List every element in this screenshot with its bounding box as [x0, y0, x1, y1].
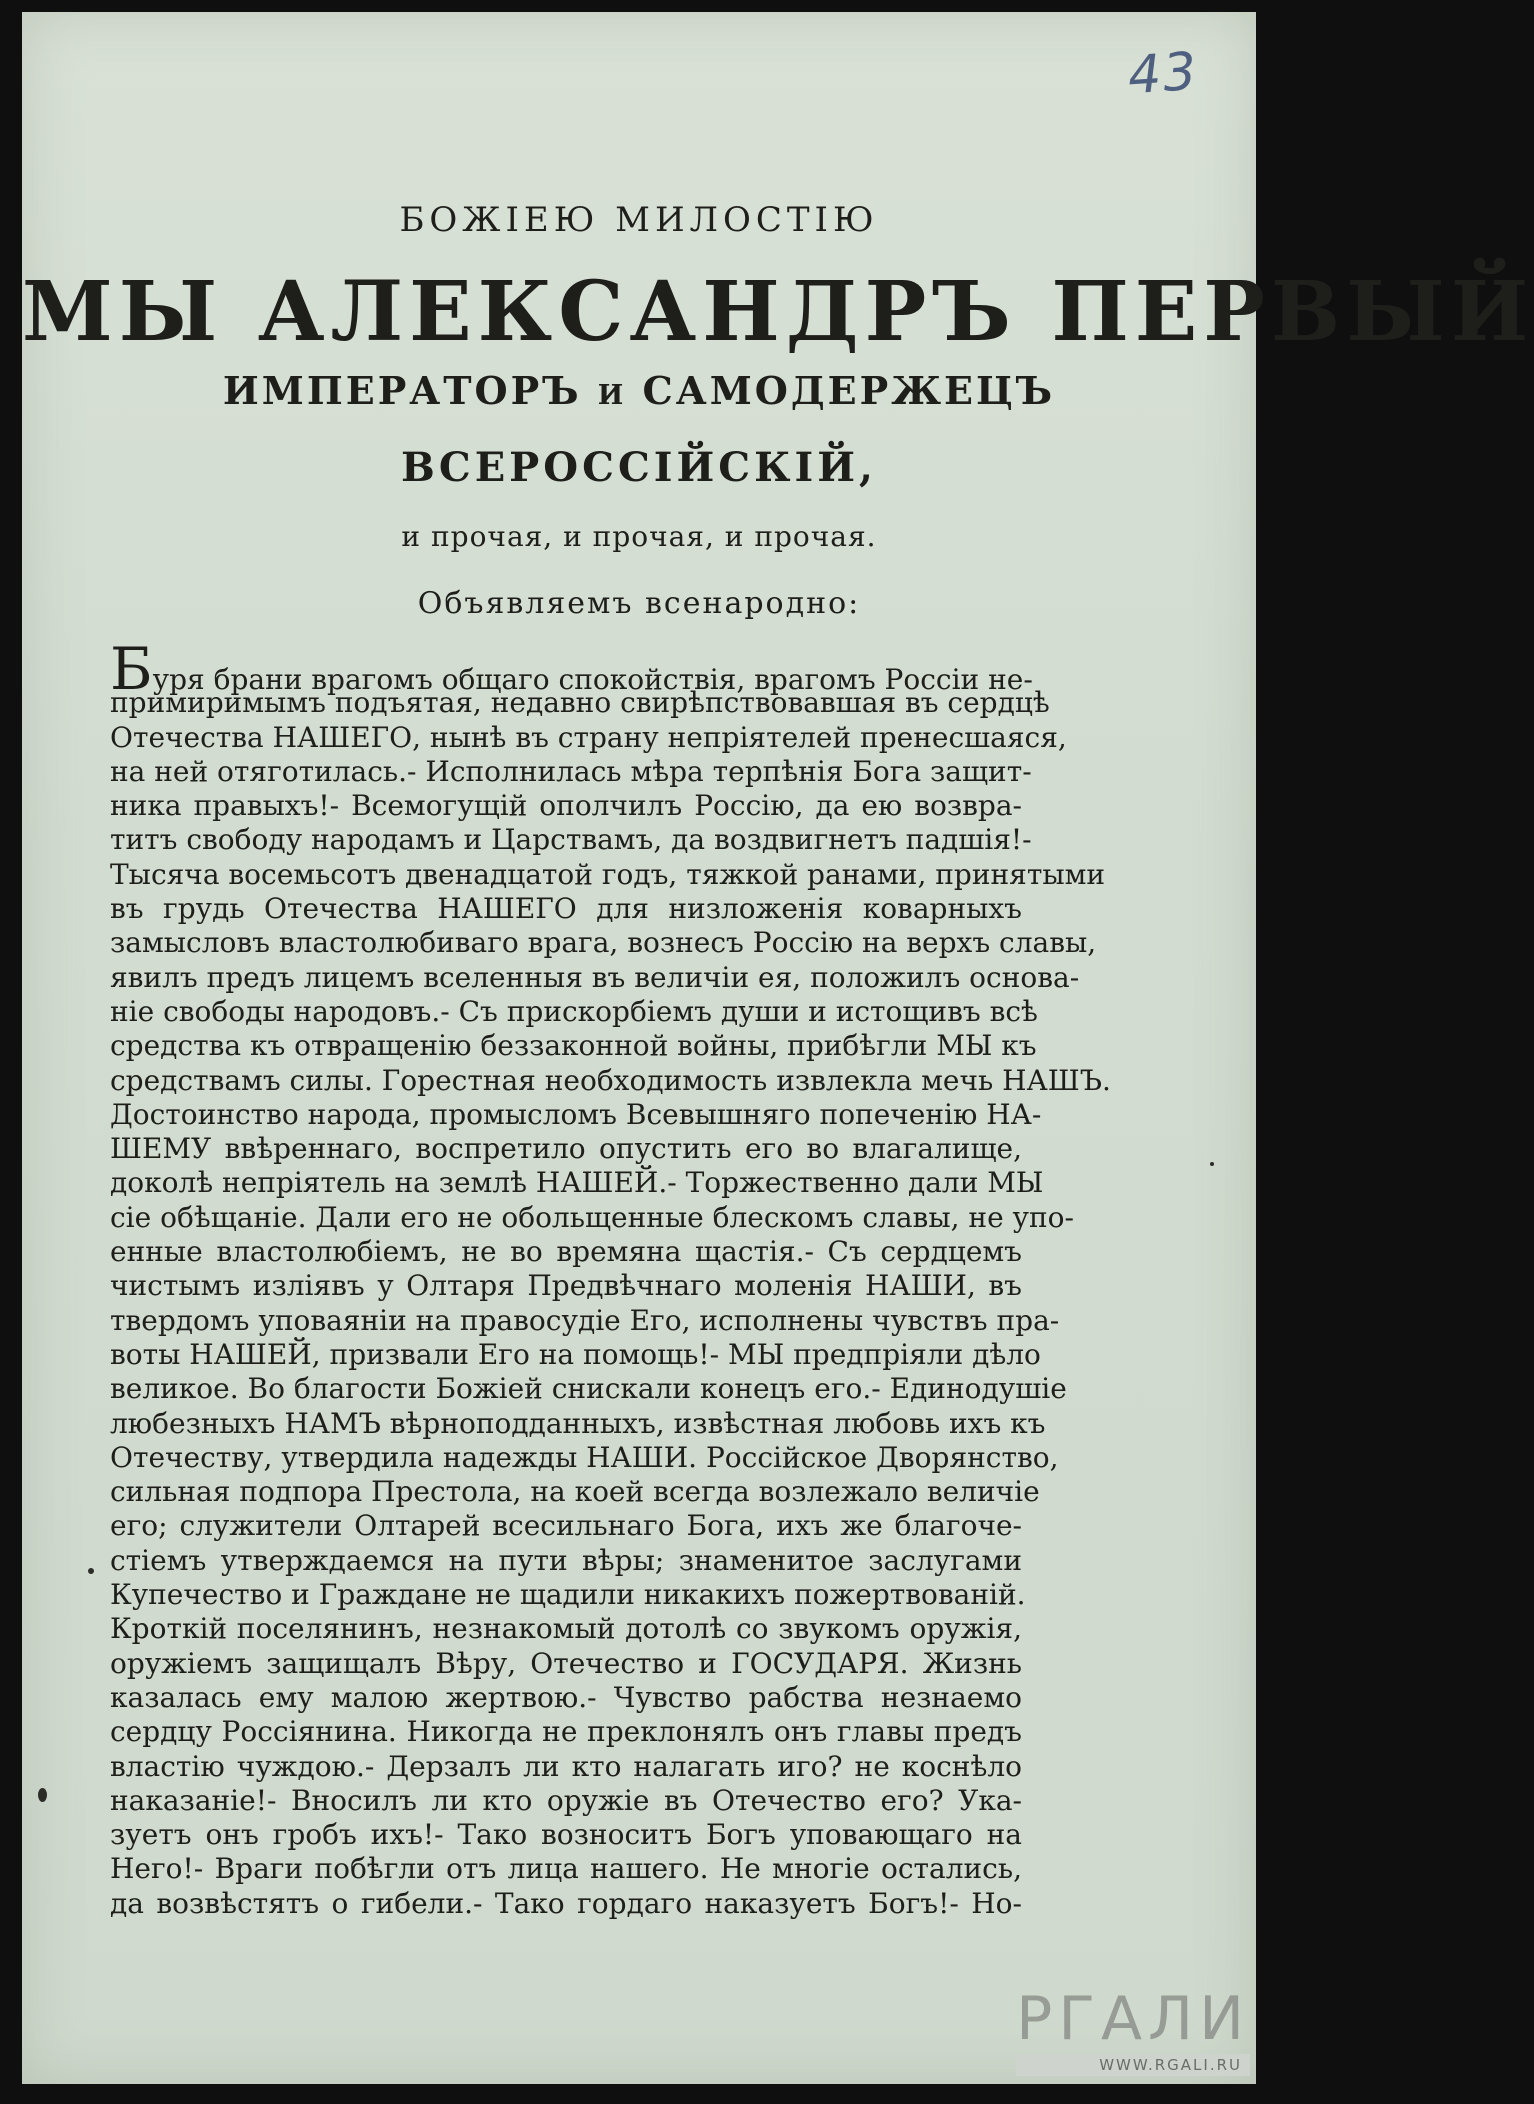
text-line: наказаніе!- Вносилъ ли кто оружіе въ Отечество его? Ука-	[110, 1783, 1022, 1817]
heading-announcement: Объявляемъ всенародно:	[417, 586, 861, 621]
text-line: твердомъ уповаяніи на правосудіе Его, исполнены чувствъ пра-	[110, 1303, 1060, 1337]
text-line: сердцу Россіянина. Никогда не преклонялъ онъ главы предъ	[110, 1715, 1022, 1749]
heading-all-russian: ВСЕРОССІЙСКІЙ,	[401, 444, 877, 491]
text-line: Него!- Враги побѣгли отъ лица нашего. Не многіе остались,	[110, 1852, 1022, 1886]
text-line: Кроткій поселянинъ, незнакомый дотолѣ со звукомъ оружія,	[110, 1612, 1022, 1646]
text-line: Отечеству, утвердила надежды НАШИ. Россійское Дворянство,	[110, 1440, 1059, 1474]
text-line: оружіемъ защищалъ Вѣру, Отечество и ГОСУДАРЯ. Жизнь	[110, 1646, 1022, 1680]
text-line: любезныхъ НАМЪ вѣрноподданныхъ, извѣстная любовь ихъ къ	[110, 1406, 1046, 1440]
manifesto-body	[110, 635, 1111, 1921]
text-line: на ней отяготилась.- Исполнилась мѣра терпѣнія Бога защит-	[110, 754, 1032, 788]
heading-emperor-autocrat: ИМПЕРАТОРЪ и САМОДЕРЖЕЦЪ	[222, 368, 1056, 413]
text-line: доколѣ непріятель на землѣ НАШЕЙ.- Торжественно дали МЫ	[110, 1166, 1044, 1200]
text-line: Тысяча восемьсотъ двенадцатой годъ, тяжкой ранами, принятыми	[110, 857, 1106, 891]
heading-we-alexander: МЫ АЛЕКСАНДРЪ ПЕРВЫЙ	[22, 264, 1534, 360]
text-line: Купечество и Граждане не щадили никакихъ пожертвованій.	[110, 1578, 1026, 1612]
text-line: явилъ предъ лицемъ вселенныя въ величіи ея, положилъ основа-	[110, 960, 1080, 994]
text-line: ніе свободы народовъ.- Съ прискорбіемъ души и истощивъ всѣ	[110, 994, 1038, 1028]
text-line: Отечества НАШЕГО, нынѣ въ страну непріятелей пренесшаяся,	[110, 720, 1067, 754]
document-page	[22, 12, 1534, 2084]
text-line: казалась ему малою жертвою.- Чувство рабства незнаемо	[110, 1680, 1022, 1714]
text-line: титъ свободу народамъ и Царствамъ, да воздвигнетъ падшія!-	[110, 823, 1032, 857]
archive-watermark	[1016, 1984, 1250, 2076]
heading-et-cetera: и прочая, и прочая, и прочая.	[401, 520, 877, 553]
text-line: Достоинство народа, промысломъ Всевышняго попеченію НА-	[110, 1097, 1042, 1131]
text-line: воты НАШЕЙ, призвали Его на помощь!- МЫ предпріяли дѣло	[110, 1337, 1041, 1371]
text-line: ника правыхъ!- Всемогущій ополчилъ Россію, да ею возвра-	[110, 789, 1022, 823]
text-line: средствамъ силы. Горестная необходимость извлекла мечь НАШЪ.	[110, 1063, 1111, 1097]
text-line: стіемъ утверждаемся на пути вѣры; знаменитое заслугами	[110, 1543, 1022, 1577]
text-line: зуетъ онъ гробъ ихъ!- Тако возноситъ Богъ уповающаго на	[110, 1818, 1022, 1852]
text-line: сіе обѣщаніе. Дали его не обольщенные блескомъ славы, не упо-	[110, 1200, 1074, 1234]
rgali-logo: РГАЛИ	[1016, 1984, 1250, 2054]
text-line: великое. Во благости Божіей снискали конецъ его.- Единодушіе	[110, 1372, 1067, 1406]
text-line: чистымъ изліявъ у Олтаря Предвѣчнаго моленія НАШИ, въ	[110, 1269, 1022, 1303]
text-line: примиримымъ подъятая, недавно свирѣпствовавшая въ сердцѣ	[110, 686, 1050, 720]
text-line: средства къ отвращенію беззаконной войны, прибѣгли МЫ къ	[110, 1029, 1037, 1063]
text-line: да возвѣстятъ о гибели.- Тако гордаго наказуетъ Богъ!- Но-	[110, 1886, 1022, 1920]
text-line: енные властолюбіемъ, не во времяна щастія.- Съ сердцемъ	[110, 1235, 1022, 1269]
text-line: сильная подпора Престола, на коей всегда возлежало величіе	[110, 1475, 1040, 1509]
text-line: его; служители Олтарей всесильнаго Бога, ихъ же благоче-	[110, 1509, 1022, 1543]
folio-number: 43	[1125, 41, 1201, 107]
heading-by-gods-grace: БОЖІЕЮ МИЛОСТІЮ	[399, 200, 879, 240]
text-line: ШЕМУ ввѣреннаго, воспретило опустить его во влагалище,	[110, 1132, 1022, 1166]
text-line: властію чуждою.- Дерзалъ ли кто налагать иго? не коснѣло	[110, 1749, 1022, 1783]
text-line: въ грудь Отечества НАШЕГО для низложенія коварныхъ	[110, 892, 1022, 926]
text-line: Буря брани врагомъ общаго спокойствія, врагомъ Россіи не-	[110, 635, 1033, 703]
text-line: замысловъ властолюбиваго врага, вознесъ Россію на верхъ славы,	[110, 926, 1097, 960]
rgali-url: WWW.RGALI.RU	[1016, 2054, 1250, 2076]
